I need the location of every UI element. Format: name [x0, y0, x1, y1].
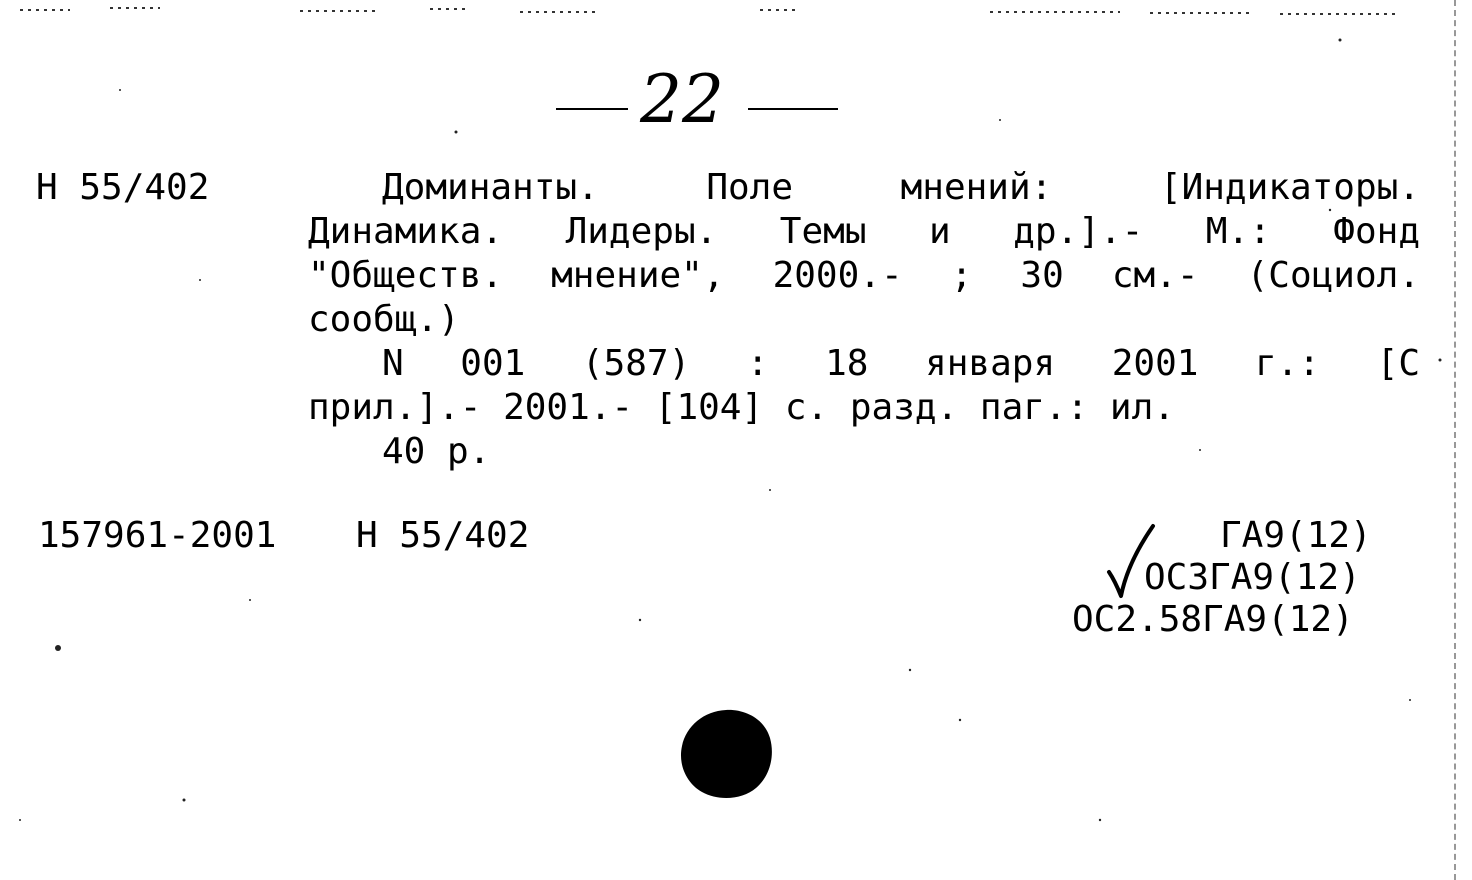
- call-number-bottom: Н 55/402: [356, 515, 530, 556]
- description-line-4: сообщ.): [308, 299, 460, 340]
- page-number-header: [548, 60, 848, 150]
- top-edge-noise: [0, 4, 1472, 18]
- check-mark-icon: [1103, 520, 1163, 600]
- issue-details-line: прил.].- 2001.- [104] с. разд. паг.: ил.: [308, 387, 1175, 428]
- handwritten-page-number: 22: [640, 61, 724, 138]
- description-line-3: "Обществ. мнение", 2000.- ; 30 см.- (Социол.: [308, 255, 1420, 296]
- price: 40 р.: [382, 431, 491, 472]
- card-right-edge: [1454, 0, 1456, 880]
- description-line-2: Динамика. Лидеры. Темы и др.].- М.: Фонд: [308, 211, 1420, 252]
- copy-code-3: ОС2.58ГА9(12): [1072, 599, 1354, 640]
- issue-line: N 001 (587) : 18 января 2001 г.: [С: [382, 343, 1420, 384]
- left-dash: [556, 108, 628, 110]
- copy-code-1: ГА9(12): [1220, 515, 1372, 556]
- description-line-1: Доминанты. Поле мнений: [Индикаторы.: [382, 167, 1420, 208]
- copy-code-2: ОС3ГА9(12): [1144, 557, 1361, 598]
- right-dash: [748, 108, 838, 110]
- call-number: Н 55/402: [36, 167, 210, 208]
- accession-number: 157961-2001: [38, 515, 277, 556]
- punch-hole: [678, 708, 774, 800]
